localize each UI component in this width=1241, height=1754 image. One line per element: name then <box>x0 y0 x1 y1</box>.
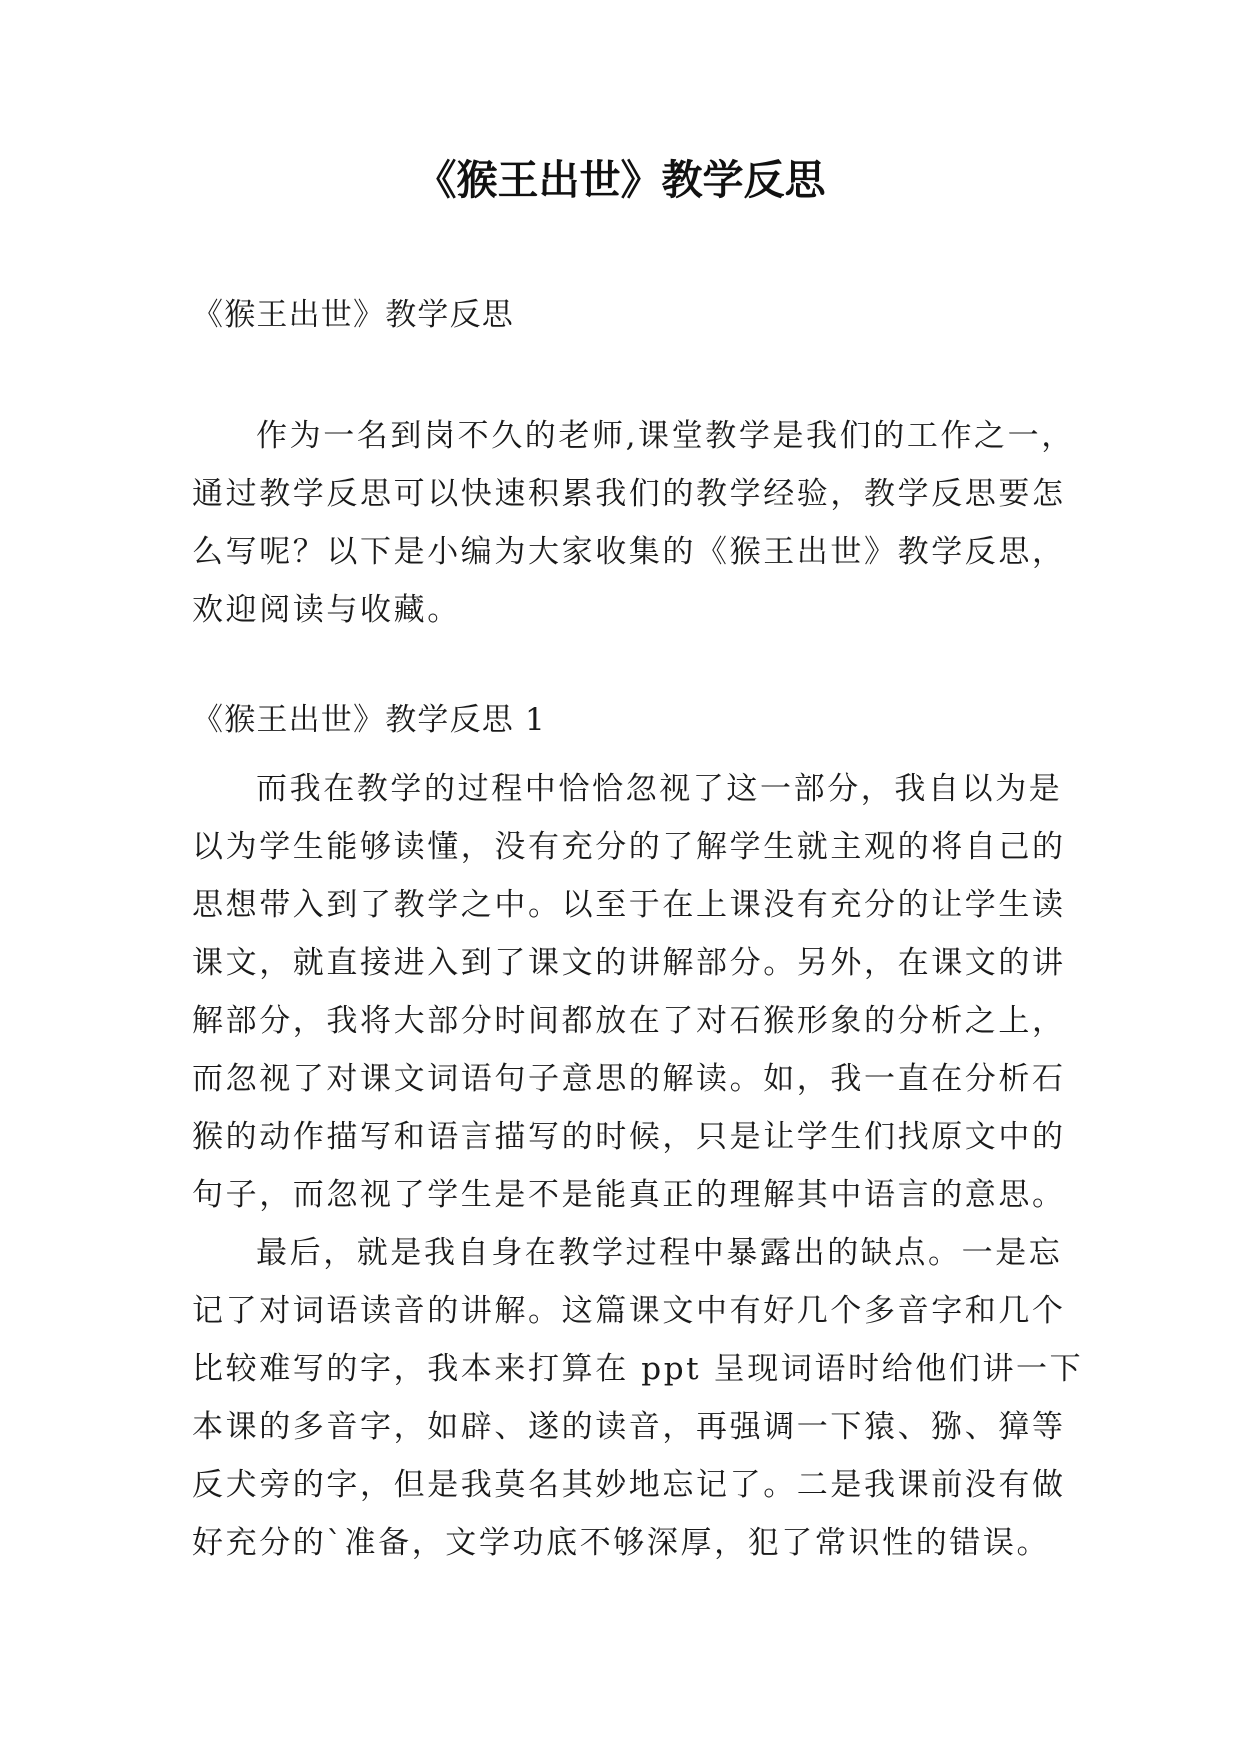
paragraph-line: 而我在教学的过程中恰恰忽视了这一部分，我自以为是 <box>256 771 1063 807</box>
document-subtitle: 《猴王出世》教学反思 <box>192 297 514 333</box>
intro-paragraph <box>192 407 1075 639</box>
paragraph-line: 而忽视了对课文词语句子意思的解读。如，我一直在分析石 <box>192 1061 1066 1097</box>
paragraph-2 <box>192 1224 1083 1572</box>
paragraph-line: 反犬旁的字，但是我莫名其妙地忘记了。二是我课前没有做 <box>192 1467 1066 1503</box>
paragraph-line: 本课的多音字，如辟、遂的读音，再强调一下猿、猕、獐等 <box>192 1409 1066 1445</box>
paragraph-line: 句子，而忽视了学生是不是能真正的理解其中语言的意思。 <box>192 1177 1066 1213</box>
paragraph-line: 思想带入到了教学之中。以至于在上课没有充分的让学生读 <box>192 887 1066 923</box>
paragraph-line: 解部分，我将大部分时间都放在了对石猴形象的分析之上， <box>192 1003 1066 1039</box>
intro-line: 作为一名到岗不久的老师,课堂教学是我们的工作之一， <box>256 418 1075 454</box>
paragraph-line: 好充分的`准备，文学功底不够深厚，犯了常识性的错误。 <box>192 1525 1051 1561</box>
intro-line: 通过教学反思可以快速积累我们的教学经验，教学反思要怎 <box>192 476 1066 512</box>
section-heading: 《猴王出世》教学反思 1 <box>192 702 546 738</box>
paragraph-1 <box>192 760 1083 1224</box>
intro-line: 欢迎阅读与收藏。 <box>192 592 461 628</box>
paragraph-line: 比较难写的字，我本来打算在 ppt 呈现词语时给他们讲一下 <box>192 1351 1084 1387</box>
paragraph-line: 猴的动作描写和语言描写的时候，只是让学生们找原文中的 <box>192 1119 1066 1155</box>
paragraph-line: 最后，就是我自身在教学过程中暴露出的缺点。一是忘 <box>256 1235 1063 1271</box>
intro-line: 么写呢？以下是小编为大家收集的《猴王出世》教学反思， <box>192 534 1066 570</box>
document-title: 《猴王出世》教学反思 <box>415 156 826 204</box>
paragraph-line: 记了对词语读音的讲解。这篇课文中有好几个多音字和几个 <box>192 1293 1066 1329</box>
body-text <box>192 760 1083 1572</box>
paragraph-line: 以为学生能够读懂，没有充分的了解学生就主观的将自己的 <box>192 829 1066 865</box>
paragraph-line: 课文，就直接进入到了课文的讲解部分。另外，在课文的讲 <box>192 945 1066 981</box>
